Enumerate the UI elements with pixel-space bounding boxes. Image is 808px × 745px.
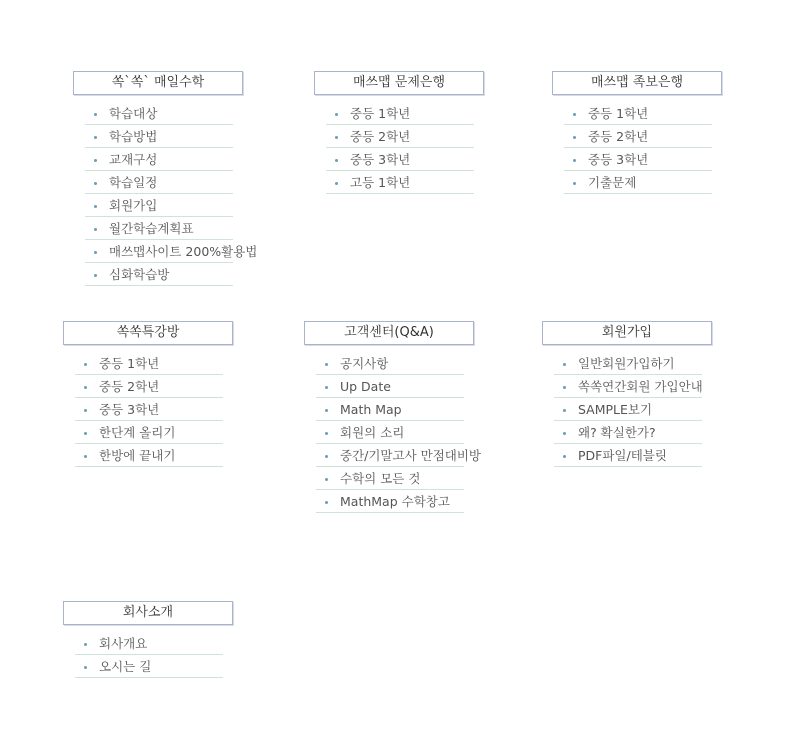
- section-problem-bank: [314, 71, 484, 195]
- section-customer-center: [304, 321, 482, 514]
- menu-link-label: 왜? 확실한가?: [578, 425, 656, 440]
- section-title[interactable]: 쏙`쏙` 매일수학: [73, 71, 243, 95]
- menu-link[interactable]: [85, 126, 233, 148]
- section-title[interactable]: 고객센터(Q&A): [304, 321, 474, 345]
- menu-link[interactable]: [564, 103, 712, 125]
- section-title[interactable]: 매쓰맵 족보은행: [552, 71, 722, 95]
- bullet-icon: [325, 432, 328, 435]
- menu-link-label: 매쓰맵사이트 200%활용법: [109, 244, 258, 259]
- menu-link-label: 중간/기말고사 만점대비방: [340, 448, 482, 463]
- menu-link[interactable]: [75, 656, 223, 678]
- menu-link-label: SAMPLE보기: [578, 402, 653, 417]
- bullet-icon: [325, 501, 328, 504]
- menu-link-label: 쏙쏙연간회원 가입안내: [578, 379, 703, 394]
- bullet-icon: [84, 643, 87, 646]
- menu-link-label: 회원가입: [109, 198, 158, 213]
- menu-link-label: 중등 3학년: [350, 152, 411, 167]
- bullet-icon: [84, 363, 87, 366]
- menu-link-label: 월간학습계획표: [109, 221, 194, 236]
- menu-link[interactable]: [554, 353, 702, 375]
- menu-link[interactable]: [75, 422, 223, 444]
- menu-link[interactable]: [564, 126, 712, 148]
- menu-link-label: Math Map: [340, 402, 402, 417]
- section-link-list: [326, 103, 474, 194]
- menu-link-label: 심화학습방: [109, 267, 170, 282]
- menu-link[interactable]: [564, 172, 712, 194]
- bullet-icon: [325, 386, 328, 389]
- bullet-icon: [94, 113, 97, 116]
- menu-link[interactable]: [75, 633, 223, 655]
- bullet-icon: [573, 159, 576, 162]
- bullet-icon: [84, 455, 87, 458]
- menu-link-label: 중등 1학년: [350, 106, 411, 121]
- menu-link[interactable]: [85, 149, 233, 171]
- section-daily-math: [73, 71, 258, 287]
- menu-link[interactable]: [316, 491, 464, 513]
- menu-link[interactable]: [554, 422, 702, 444]
- section-link-list: [316, 353, 482, 513]
- menu-link-label: 기출문제: [588, 175, 637, 190]
- menu-link[interactable]: [85, 218, 233, 240]
- menu-link[interactable]: [326, 126, 474, 148]
- bullet-icon: [325, 455, 328, 458]
- menu-link-label: PDF파일/테블릿: [578, 448, 667, 463]
- menu-link-label: 오시는 길: [99, 659, 152, 674]
- menu-link[interactable]: [85, 264, 233, 286]
- menu-link[interactable]: [75, 445, 223, 467]
- menu-link[interactable]: [316, 445, 482, 467]
- bullet-icon: [325, 478, 328, 481]
- bullet-icon: [84, 409, 87, 412]
- section-title[interactable]: 회사소개: [63, 601, 233, 625]
- menu-link-label: 학습대상: [109, 106, 158, 121]
- menu-link-label: 중등 2학년: [99, 379, 160, 394]
- menu-link[interactable]: [326, 172, 474, 194]
- menu-link[interactable]: [75, 353, 223, 375]
- menu-link-label: 한단계 올리기: [99, 425, 176, 440]
- section-special-lecture: [63, 321, 233, 468]
- section-title[interactable]: 쏙쏙특강방: [63, 321, 233, 345]
- bullet-icon: [325, 409, 328, 412]
- menu-link[interactable]: [75, 376, 223, 398]
- menu-link-label: 회원의 소리: [340, 425, 405, 440]
- bullet-icon: [563, 455, 566, 458]
- menu-link[interactable]: [326, 149, 474, 171]
- menu-link-label: 고등 1학년: [350, 175, 411, 190]
- bullet-icon: [94, 274, 97, 277]
- menu-link-label: 한방에 끝내기: [99, 448, 176, 463]
- menu-link-label: 학습일정: [109, 175, 158, 190]
- bullet-icon: [573, 113, 576, 116]
- menu-link-label: MathMap 수학창고: [340, 494, 450, 509]
- menu-link-label: 학습방법: [109, 129, 158, 144]
- section-title[interactable]: 매쓰맵 문제은행: [314, 71, 484, 95]
- menu-link[interactable]: [316, 376, 464, 398]
- menu-link[interactable]: [316, 399, 464, 421]
- bullet-icon: [573, 136, 576, 139]
- menu-link-label: 중등 1학년: [99, 356, 160, 371]
- menu-link[interactable]: [316, 468, 464, 490]
- menu-link[interactable]: [85, 241, 258, 263]
- menu-link-label: 중등 1학년: [588, 106, 649, 121]
- menu-link[interactable]: [85, 195, 233, 217]
- bullet-icon: [94, 136, 97, 139]
- section-link-list: [554, 353, 702, 467]
- bullet-icon: [94, 251, 97, 254]
- section-link-list: [564, 103, 712, 194]
- section-link-list: [75, 633, 223, 678]
- menu-link[interactable]: [554, 399, 702, 421]
- bullet-icon: [563, 386, 566, 389]
- bullet-icon: [325, 363, 328, 366]
- section-exam-bank: [552, 71, 722, 195]
- bullet-icon: [94, 182, 97, 185]
- menu-link[interactable]: [85, 103, 233, 125]
- bullet-icon: [335, 159, 338, 162]
- menu-link-label: 수학의 모든 것: [340, 471, 421, 486]
- bullet-icon: [94, 228, 97, 231]
- section-title[interactable]: 회원가입: [542, 321, 712, 345]
- bullet-icon: [563, 363, 566, 366]
- menu-link[interactable]: [316, 422, 464, 444]
- section-link-list: [85, 103, 258, 286]
- menu-link[interactable]: [564, 149, 712, 171]
- bullet-icon: [335, 136, 338, 139]
- bullet-icon: [94, 205, 97, 208]
- menu-link-label: 회사개요: [99, 636, 148, 651]
- bullet-icon: [335, 113, 338, 116]
- menu-link-label: 중등 3학년: [588, 152, 649, 167]
- section-link-list: [75, 353, 223, 467]
- menu-link-label: 중등 2학년: [588, 129, 649, 144]
- menu-link-label: 교재구성: [109, 152, 158, 167]
- menu-link-label: 공지사항: [340, 356, 389, 371]
- bullet-icon: [335, 182, 338, 185]
- menu-link-label: 중등 2학년: [350, 129, 411, 144]
- bullet-icon: [573, 182, 576, 185]
- menu-link[interactable]: [554, 376, 702, 398]
- menu-link-label: 일반회원가입하기: [578, 356, 675, 371]
- menu-link[interactable]: [326, 103, 474, 125]
- menu-link[interactable]: [316, 353, 464, 375]
- section-company: [63, 601, 233, 679]
- bullet-icon: [84, 666, 87, 669]
- bullet-icon: [94, 159, 97, 162]
- bullet-icon: [84, 432, 87, 435]
- menu-link[interactable]: [75, 399, 223, 421]
- menu-link-label: Up Date: [340, 379, 391, 394]
- bullet-icon: [563, 432, 566, 435]
- bullet-icon: [563, 409, 566, 412]
- menu-link[interactable]: [85, 172, 233, 194]
- bullet-icon: [84, 386, 87, 389]
- section-membership: [542, 321, 712, 468]
- menu-link-label: 중등 3학년: [99, 402, 160, 417]
- menu-link[interactable]: [554, 445, 702, 467]
